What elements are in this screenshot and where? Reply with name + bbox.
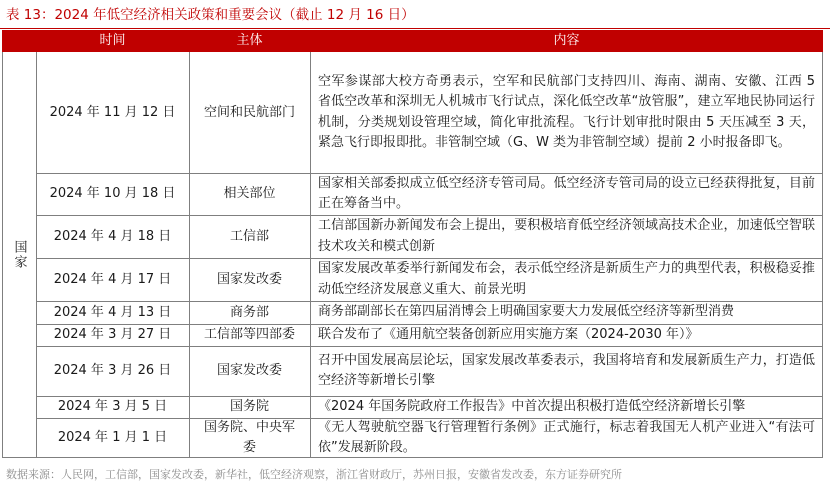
- time-cell: 2024 年 3 月 27 日: [53, 327, 172, 342]
- grid-line: [310, 52, 311, 458]
- subject-cell: 国务院、中央军委: [203, 420, 295, 455]
- subject-cell: 国家发改委: [216, 271, 282, 287]
- content-cell: [310, 215, 823, 258]
- time-cell: 2024 年 4 月 13 日: [53, 304, 172, 320]
- content-text: 《无人驾驶航空器飞行管理暂行条例》正式施行，标志着我国无人机产业进入“有法可依”发展新阶段。: [318, 419, 815, 455]
- content-text: 国家相关部委拟成立低空经济专管司局。低空经济专管司局的设立已经获得批复，目前正在筹备当中。: [318, 175, 815, 211]
- content-text: 空军参谋部大校方奇勇表示，空军和民航部门支持四川、海南、湖南、安徽、江西 5 省低空改革和深圳无人机城市飞行试点，深化低空改革“放管服”，建立军地民协同运行机制，分类规划设管理空域，简化审批流程。飞行计划审批时限由 5 天压减至 3 天，紧急飞行即报即批。非管制空域（G、W 类为非管制空域）提前 2 小时报备即飞。: [318, 73, 815, 150]
- grid-line: [36, 173, 823, 174]
- subject-cell: 工信部: [229, 228, 269, 244]
- title-divider: [0, 28, 830, 29]
- time-cell: 2024 年 3 月 26 日: [53, 363, 172, 378]
- content-cell: [310, 396, 823, 418]
- grid-line: [36, 396, 823, 397]
- content-text: 联合发布了《通用航空装备创新应用实施方案（2024-2030 年）》: [318, 326, 699, 342]
- content-cell: [310, 324, 823, 346]
- content-cell: [310, 346, 823, 396]
- content-text: 工信部国新办新闻发布会上提出，要积极培育低空经济领域高技术企业，加速低空智联技术攻关和模式创新: [318, 218, 815, 254]
- content-cell: [310, 52, 823, 173]
- table-bottom-rule: [2, 457, 823, 458]
- content-cell: [310, 301, 823, 324]
- column-header-content: 内容: [310, 30, 823, 52]
- time-cell: 2024 年 3 月 5 日: [57, 399, 168, 414]
- grid-line: [36, 418, 823, 419]
- grid-line: [36, 346, 823, 347]
- subject-cell: 工信部等四部委: [203, 327, 295, 342]
- source-note: 数据来源：人民网，工信部，国家发改委，新华社，低空经济观察，浙江省财政厅，苏州日报，安徽省发改委，东方证券研究所: [6, 468, 622, 481]
- content-cell: [310, 258, 823, 301]
- grid-line: [36, 324, 823, 325]
- time-cell: 2024 年 4 月 17 日: [53, 271, 172, 287]
- time-cell: 2024 年 1 月 1 日: [57, 430, 168, 445]
- grid-line: [36, 258, 823, 259]
- column-header-time: 时间: [36, 30, 189, 52]
- grid-line: [36, 52, 37, 458]
- column-header-subject: 主体: [189, 30, 310, 52]
- content-cell: [310, 418, 823, 458]
- grid-line: [822, 52, 823, 458]
- content-cell: [310, 173, 823, 215]
- content-text: 召开中国发展高层论坛，国家发展改革委表示，我国将培育和发展新质生产力，打造低空经济等新增长引擎: [318, 352, 815, 388]
- policy-table: [2, 30, 823, 458]
- grid-line: [189, 52, 190, 458]
- content-text: 商务部副部长在第四届消博会上明确国家要大力发展低空经济等新型消费: [318, 304, 735, 320]
- content-text: 《2024 年国务院政府工作报告》中首次提出积极打造低空经济新增长引擎: [318, 398, 746, 414]
- subject-cell: 国务院: [229, 399, 269, 414]
- time-cell: 2024 年 10 月 18 日: [49, 186, 176, 201]
- grid-line: [36, 215, 823, 216]
- subject-cell: 相关部位: [223, 186, 276, 201]
- grid-line: [36, 301, 823, 302]
- time-cell: 2024 年 11 月 12 日: [49, 104, 176, 120]
- subject-cell: 空间和民航部门: [203, 104, 295, 120]
- country-cell: [2, 52, 36, 458]
- subject-cell: 国家发改委: [216, 363, 282, 378]
- content-text: 国家发展改革委举行新闻发布会，表示低空经济是新质生产力的典型代表，积极稳妥推动低空经济发展意义重大、前景光明: [318, 261, 815, 297]
- table-title: 表 13：2024 年低空经济相关政策和重要会议（截止 12 月 16 日）: [6, 7, 415, 23]
- grid-line: [2, 52, 3, 458]
- header-blank: [2, 30, 36, 52]
- country-label: 国家: [11, 240, 27, 270]
- time-cell: 2024 年 4 月 18 日: [53, 228, 172, 244]
- subject-cell: 商务部: [229, 304, 269, 320]
